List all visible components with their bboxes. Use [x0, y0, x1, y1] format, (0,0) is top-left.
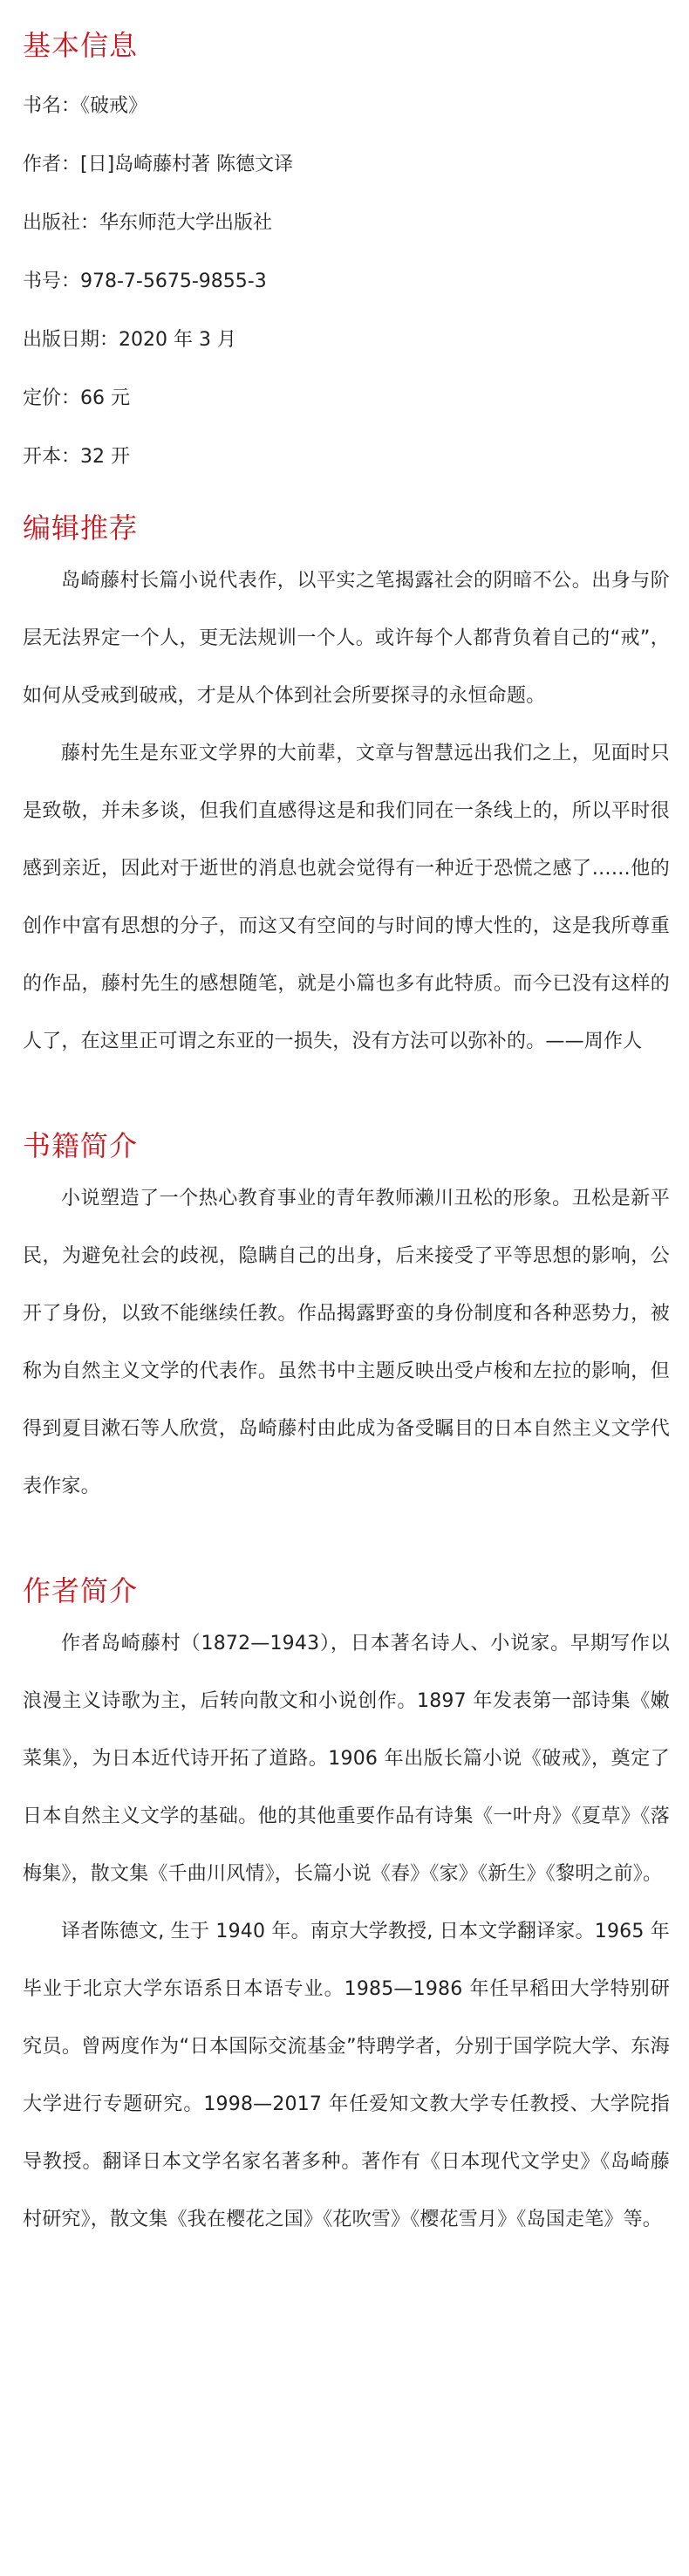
- info-publisher: 出版社：华东师范大学出版社: [23, 212, 273, 234]
- info-book-title: 书名：《破戒》: [23, 95, 148, 117]
- editor-recommendation-section: [23, 509, 670, 1071]
- info-author: 作者：[日]岛崎藤村著 陈德文译: [23, 154, 294, 175]
- author-intro-section: [23, 1572, 670, 2249]
- basic-info-title: 基本信息: [23, 29, 139, 62]
- translator-intro-paragraph: 译者陈德文, 生于 1940 年。南京大学教授, 日本文学翻译家。1965 年毕业于北京大学东语系日本语专业。1985—1986 年任早稻田大学特别研究员。曾两度作为“日本国际交流基金”特聘学者，分别于国学院大学、东海大学进行专题研究。1998—2017 年任爱知文教大学专任教授、大学院指导教授。翻译日本文学名家名著多种。著作有《日本现代文学史》《岛崎藤村研究》，散文集《我在樱花之国》《花吹雪》《樱花雪月》《岛国走笔》等。: [23, 1921, 670, 2230]
- info-format: 开本：32 开: [23, 446, 130, 468]
- book-summary-section: [23, 1127, 670, 1516]
- info-price: 定价：66 元: [23, 387, 130, 409]
- book-summary-title: 书籍简介: [23, 1129, 139, 1162]
- author-intro-title: 作者简介: [23, 1574, 139, 1607]
- basic-info-list: [23, 92, 670, 472]
- info-isbn: 书号：978-7-5675-9855-3: [23, 271, 267, 292]
- info-publish-date: 出版日期：2020 年 3 月: [23, 329, 236, 351]
- editor-recommendation-title: 编辑推荐: [23, 511, 139, 545]
- editor-recommendation-paragraph: 藤村先生是东亚文学界的大前辈，文章与智慧远出我们之上，见面时只是致敬，并未多谈，但我们直感得这是和我们同在一条线上的，所以平时很感到亲近，因此对于逝世的消息也就会觉得有一种近于恐慌之感了……他的创作中富有思想的分子，而这又有空间的与时间的博大性的，这是我所尊重的作品，藤村先生的感想随笔，就是小篇也多有此特质。而今已没有这样的人了，在这里正可谓之东亚的一损失，没有方法可以弥补的。——周作人: [23, 743, 670, 1052]
- editor-recommendation-paragraph: 岛崎藤村长篇小说代表作，以平实之笔揭露社会的阴暗不公。出身与阶层无法界定一个人，更无法规训一个人。或许每个人都背负着自己的“戒”，如何从受戒到破戒，才是从个体到社会所要探寻的永恒命题。: [23, 570, 670, 707]
- basic-info-section: [23, 26, 670, 472]
- author-intro-paragraph: 作者岛崎藤村（1872—1943），日本著名诗人、小说家。早期写作以浪漫主义诗歌为主，后转向散文和小说创作。1897 年发表第一部诗集《嫩菜集》，为日本近代诗开拓了道路。1906 年出版长篇小说《破戒》，奠定了日本自然主义文学的基础。他的其他重要作品有诗集《一叶舟》《夏草》《落梅集》，散文集《千曲川风情》，长篇小说《春》《家》《新生》《黎明之前》。: [23, 1633, 670, 1885]
- book-summary-paragraph: 小说塑造了一个热心教育事业的青年教师濑川丑松的形象。丑松是新平民，为避免社会的歧视，隐瞒自己的出身，后来接受了平等思想的影响，公开了身份，以致不能继续任教。作品揭露野蛮的身份制度和各种恶势力，被称为自然主义文学的代表作。虽然书中主题反映出受卢梭和左拉的影响，但得到夏目漱石等人欣赏，岛崎藤村由此成为备受瞩目的日本自然主义文学代表作家。: [23, 1188, 670, 1497]
